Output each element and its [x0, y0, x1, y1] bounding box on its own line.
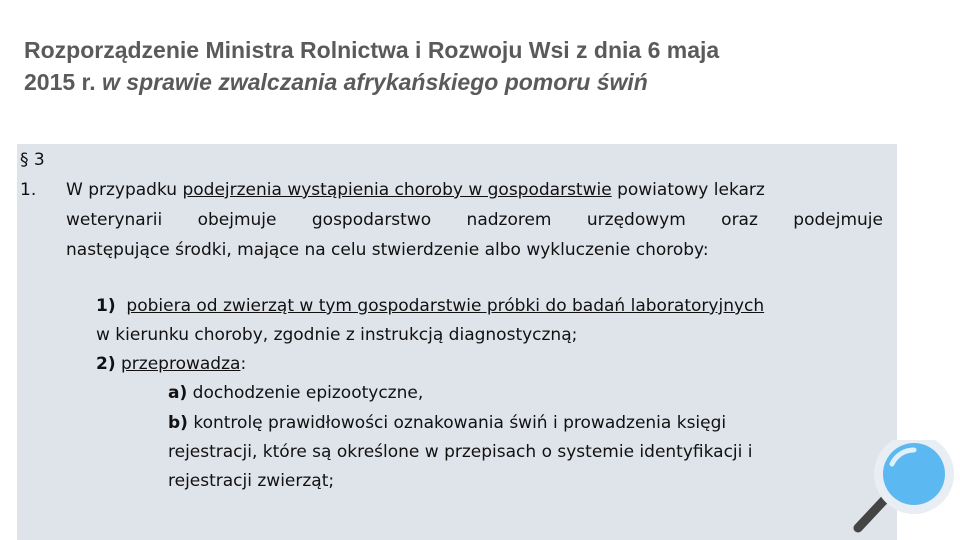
- point-b-text: kontrolę prawidłowości oznakowania świń i prowadzenia księgi: [187, 413, 727, 433]
- subitem-1: [96, 296, 764, 316]
- item-1-pre: W przypadku: [66, 180, 183, 200]
- subitem-1-underlined: pobiera od zwierząt w tym gospodarstwie próbki do badań laboratoryjnych: [126, 296, 765, 316]
- title-line-2: [24, 66, 924, 98]
- subitem-2-number: 2): [96, 354, 116, 374]
- point-a-text: dochodzenie epizootyczne,: [187, 383, 424, 403]
- title-date: 2015 r.: [24, 69, 103, 95]
- item-1-underlined: podejrzenia wystąpienia choroby w gospodarstwie: [182, 180, 612, 200]
- slide-title: [24, 34, 924, 98]
- point-b-label: b): [168, 413, 188, 433]
- subitem-2: [96, 354, 246, 374]
- point-a: [168, 383, 423, 403]
- item-1-line-1: [66, 180, 765, 200]
- point-a-label: a): [168, 383, 188, 403]
- subitem-1-number: 1): [96, 296, 116, 316]
- item-1-post: powiatowy lekarz: [611, 180, 765, 200]
- point-b-line-2: rejestracji, które są określone w przepisach o systemie identyfikacji i: [168, 442, 753, 462]
- item-1-line-2: weterynarii obejmuje gospodarstwo nadzorem urzędowym oraz podejmuje: [66, 210, 883, 230]
- item-1-number: 1.: [20, 180, 37, 200]
- subitem-2-colon: :: [240, 354, 247, 374]
- magnifier-icon: [848, 440, 960, 540]
- subitem-1-line-2: w kierunku choroby, zgodnie z instrukcją diagnostyczną;: [96, 325, 578, 345]
- point-b: [168, 413, 726, 433]
- item-1-line-3: następujące środki, mające na celu stwierdzenie albo wykluczenie choroby:: [66, 240, 709, 260]
- title-line-1: Rozporządzenie Ministra Rolnictwa i Rozwoju Wsi z dnia 6 maja: [24, 37, 720, 63]
- title-subject: w sprawie zwalczania afrykańskiego pomoru świń: [102, 69, 648, 95]
- section-heading: § 3: [20, 150, 45, 170]
- subitem-2-underlined: przeprowadza: [121, 354, 241, 374]
- point-b-line-3: rejestracji zwierząt;: [168, 471, 335, 491]
